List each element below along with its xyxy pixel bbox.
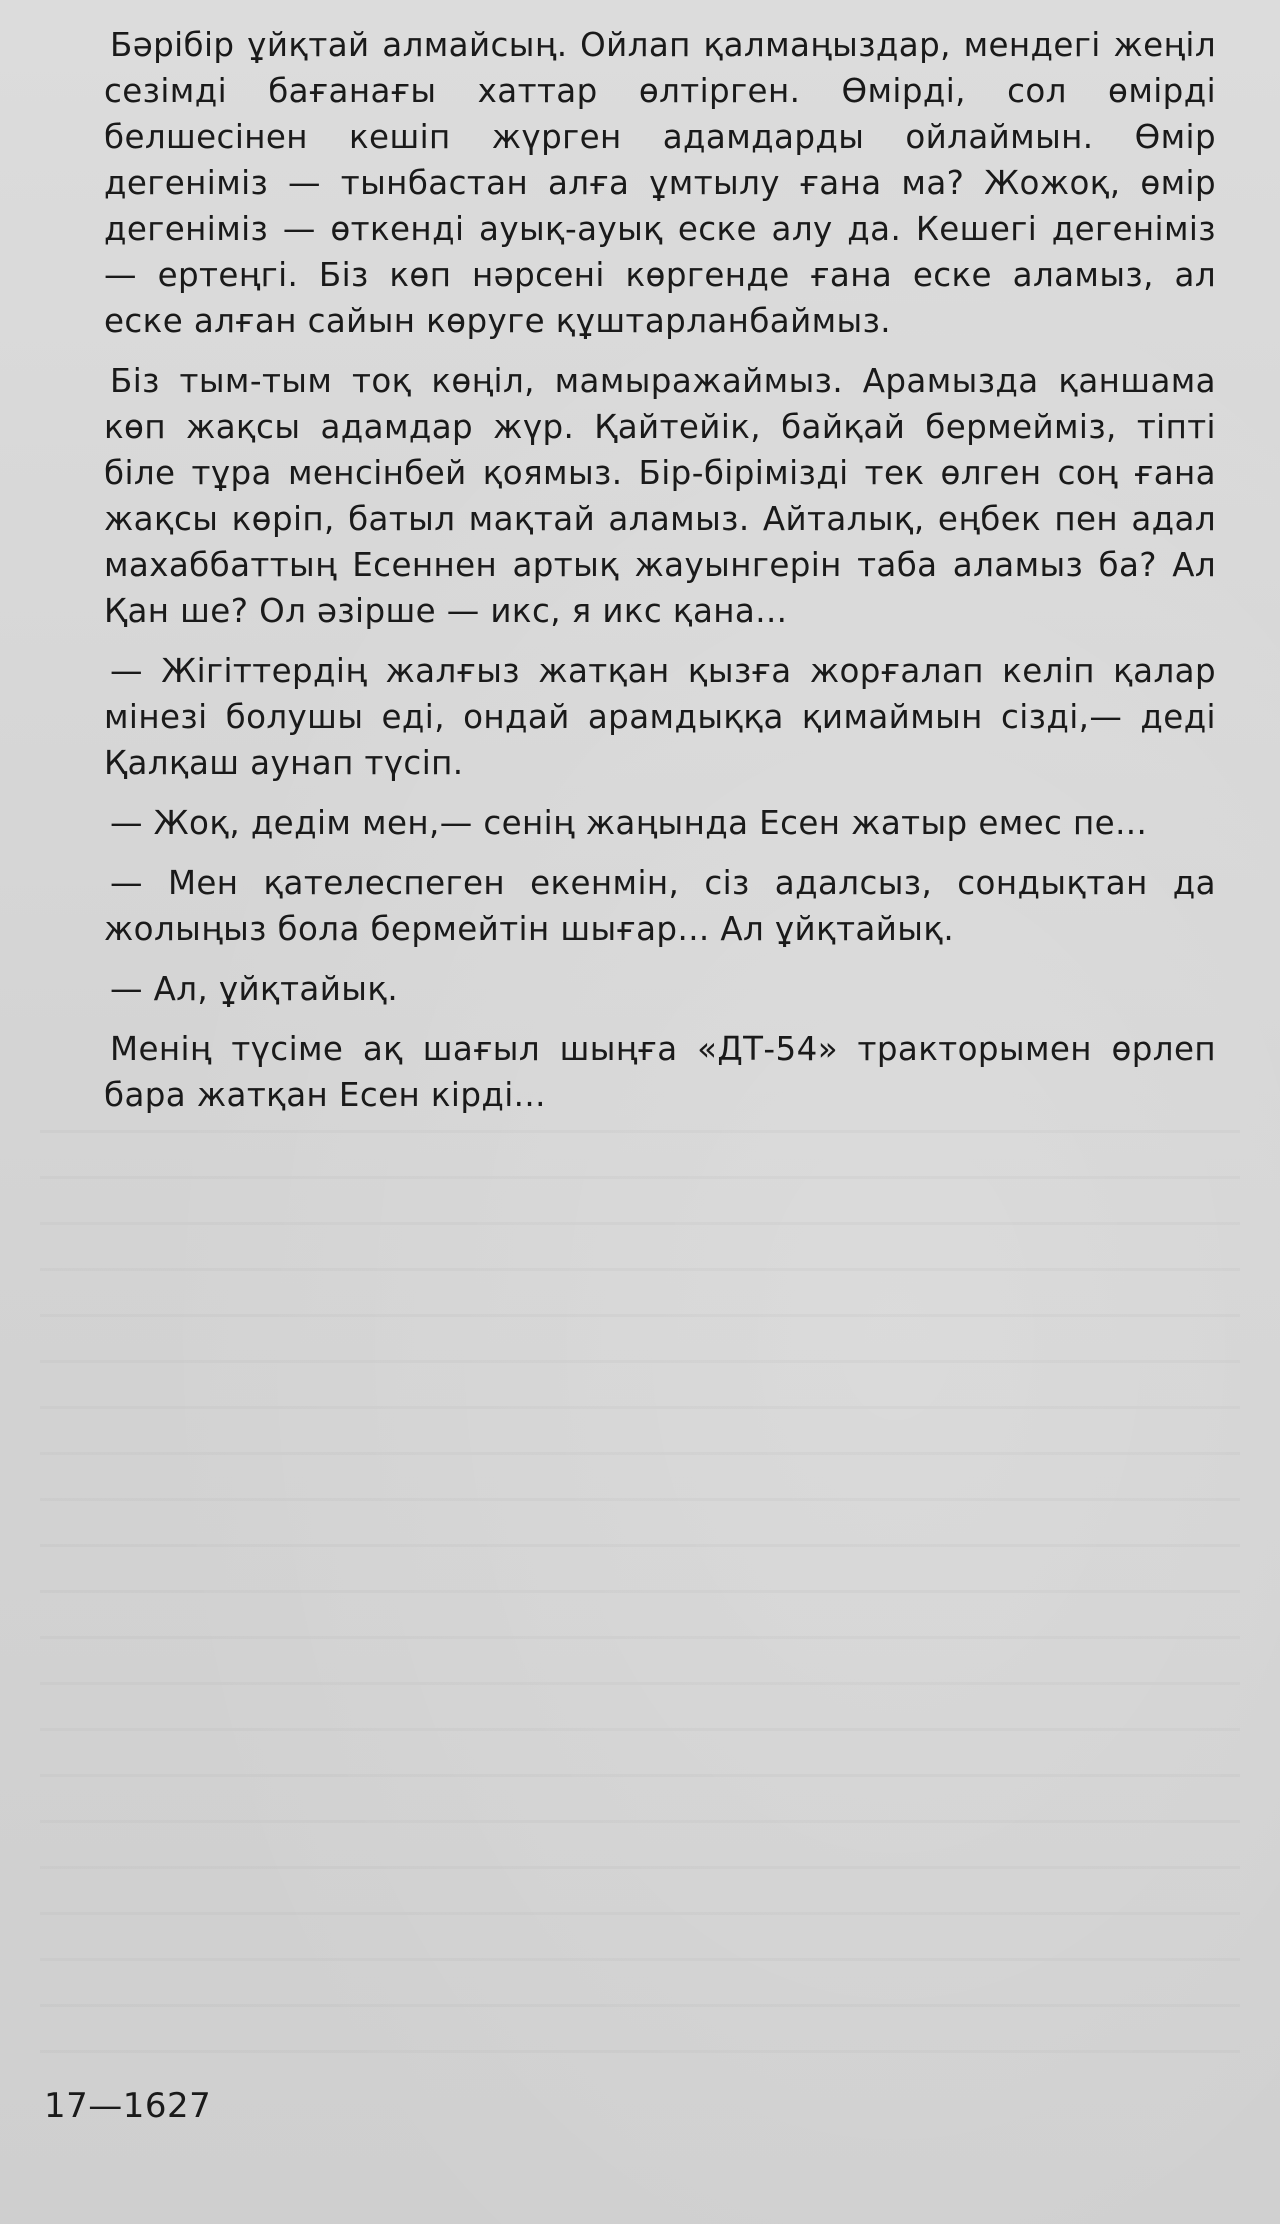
paragraph-text: Бәрібір ұйқтай алмайсың. Ойлап қалмаңыздар, мендегі жеңіл сезімді бағанағы хаттар өлтірген. Өмірді, сол өмірді белшесінен кешіп жүрген адамдарды ойлаймын. Өмір дегеніміз — тынбастан алға ұмтылу ғана ма? Жожоқ, өмір дегеніміз — өткенді ауық-ауық еске алу да. Кешегі дегеніміз — ертеңгі. Біз көп нәрсені көргенде ғана еске аламыз, ал еске алған сайын көруге құштарланбаймыз. <box>104 26 1216 340</box>
dialog-line-2 <box>104 800 1216 846</box>
paragraph-final <box>104 1026 1216 1118</box>
paragraph-2 <box>104 358 1216 634</box>
dialog-line-1 <box>104 648 1216 786</box>
show-through-texture <box>40 1130 1240 2080</box>
page-body <box>104 22 1216 1118</box>
paragraph-text: Біз тым-тым тоқ көңіл, мамыражаймыз. Арамызда қаншама көп жақсы адамдар жүр. Қайтейік, байқай бермейміз, тіпті біле тұра менсінбей қоямыз. Бір-бірімізді тек өлген соң ғана жақсы көріп, батыл мақтай аламыз. Айталық, еңбек пен адал махаббаттың Есеннен артық жауынгерін таба аламыз ба? Ал Қан ше? Ол әзірше — икс, я икс қана... <box>104 362 1216 630</box>
dialog-line-4 <box>104 966 1216 1012</box>
dialog-line-3 <box>104 860 1216 952</box>
paragraph-text: — Жоқ, дедім мен,— сенің жаңында Есен жатыр емес пе... <box>110 804 1148 842</box>
paragraph-1 <box>104 22 1216 344</box>
paragraph-text: — Жігіттердің жалғыз жатқан қызға жорғалап келіп қалар мінезі болушы еді, ондай арамдыққа қимаймын сізді,— деді Қалқаш аунап түсіп. <box>104 652 1216 782</box>
paragraph-text: — Мен қателеспеген екенмін, сіз адалсыз, сондықтан да жолыңыз бола бермейтін шығар... Ал ұйқтайық. <box>104 864 1216 948</box>
paragraph-text: — Ал, ұйқтайық. <box>110 970 399 1008</box>
paragraph-text: Менің түсіме ақ шағыл шыңға «ДТ-54» тракторымен өрлеп бара жатқан Есен кірді... <box>104 1030 1216 1114</box>
printer-signature: 17—1627 <box>44 2086 212 2126</box>
